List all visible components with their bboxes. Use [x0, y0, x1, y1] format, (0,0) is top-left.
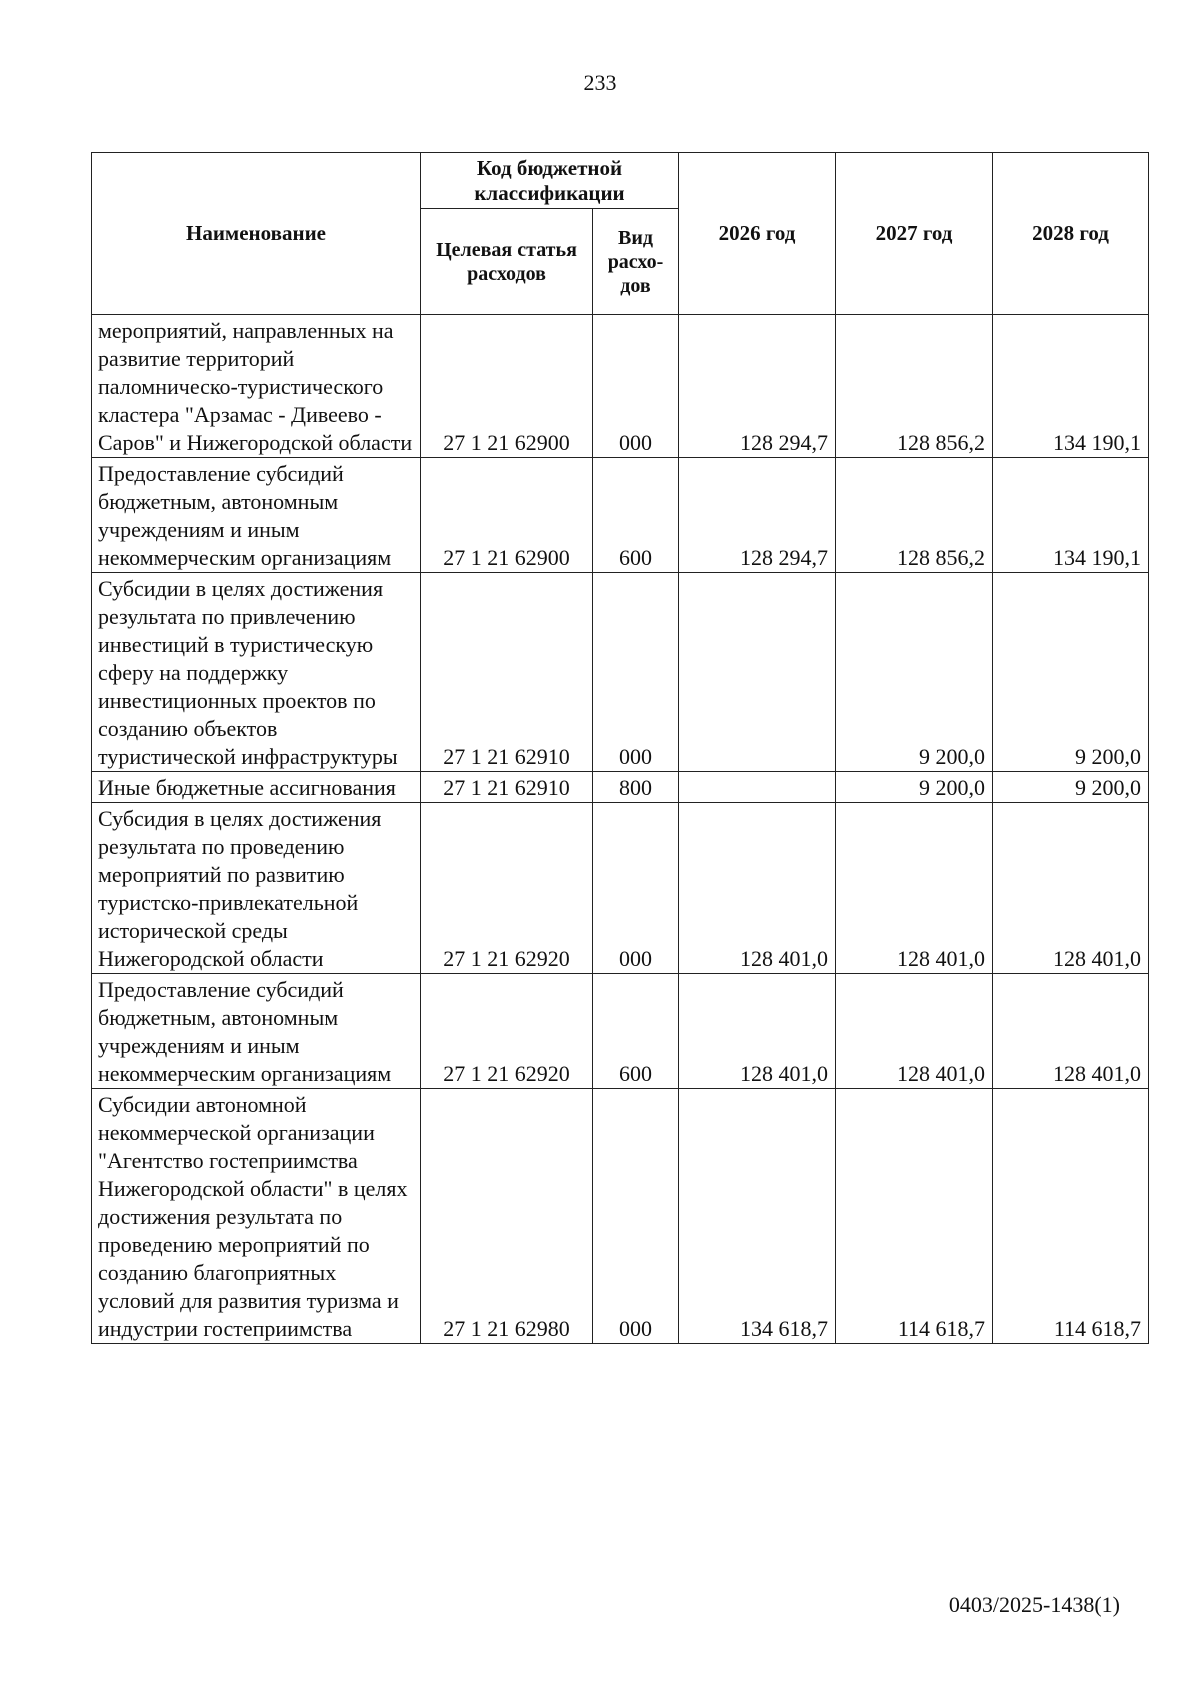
cell-year-2026 — [679, 772, 836, 803]
table-row — [92, 803, 1149, 974]
header-year-2026: 2026 год — [679, 153, 836, 315]
header-name: Наименование — [92, 153, 421, 315]
cell-year-2026: 128 401,0 — [679, 974, 836, 1089]
cell-name: Иные бюджетные ассигнования — [92, 772, 421, 803]
cell-target-article: 27 1 21 62910 — [421, 573, 593, 772]
cell-name: Предоставление субсидий бюджетным, автономным учреждениям и иным некоммерческим организациям — [92, 974, 421, 1089]
cell-year-2028: 9 200,0 — [993, 573, 1149, 772]
cell-year-2027: 128 856,2 — [836, 315, 993, 458]
cell-year-2028: 128 401,0 — [993, 803, 1149, 974]
cell-target-article: 27 1 21 62920 — [421, 974, 593, 1089]
cell-target-article: 27 1 21 62920 — [421, 803, 593, 974]
cell-expense-kind: 800 — [593, 772, 679, 803]
cell-year-2027: 128 856,2 — [836, 458, 993, 573]
cell-year-2026: 128 401,0 — [679, 803, 836, 974]
cell-year-2026: 128 294,7 — [679, 315, 836, 458]
cell-name: Субсидии автономной некоммерческой организации "Агентство гостеприимства Нижегородской области" в целях достижения результата по проведению мероприятий по созданию благоприятных условий для развития туризма и индустрии гостеприимства — [92, 1089, 421, 1344]
cell-year-2027: 114 618,7 — [836, 1089, 993, 1344]
cell-expense-kind: 000 — [593, 315, 679, 458]
document-id: 0403/2025-1438(1) — [948, 1592, 1120, 1617]
cell-year-2027: 9 200,0 — [836, 573, 993, 772]
header-target-article: Целевая статья расходов — [421, 209, 593, 315]
table-row — [92, 974, 1149, 1089]
page-number: 233 — [583, 70, 617, 95]
cell-year-2028: 9 200,0 — [993, 772, 1149, 803]
cell-target-article: 27 1 21 62900 — [421, 315, 593, 458]
cell-name: Предоставление субсидий бюджетным, автономным учреждениям и иным некоммерческим организациям — [92, 458, 421, 573]
cell-year-2027: 128 401,0 — [836, 803, 993, 974]
cell-year-2027: 128 401,0 — [836, 974, 993, 1089]
cell-name: Субсидия в целях достижения результата по проведению мероприятий по развитию туристско-привлекательной исторической среды Нижегородской области — [92, 803, 421, 974]
cell-target-article: 27 1 21 62900 — [421, 458, 593, 573]
table-row — [92, 1089, 1149, 1344]
cell-expense-kind: 000 — [593, 803, 679, 974]
header-classification: Код бюджетной классификации — [421, 153, 679, 209]
table-row — [92, 573, 1149, 772]
cell-expense-kind: 000 — [593, 1089, 679, 1344]
table-row — [92, 315, 1149, 458]
cell-name: мероприятий, направленных на развитие территорий паломническо-туристического кластера "Арзамас - Дивеево - Саров" и Нижегородской области — [92, 315, 421, 458]
budget-table — [91, 152, 1149, 1344]
table-row — [92, 772, 1149, 803]
cell-target-article: 27 1 21 62910 — [421, 772, 593, 803]
cell-year-2028: 128 401,0 — [993, 974, 1149, 1089]
cell-year-2026 — [679, 573, 836, 772]
cell-year-2026: 128 294,7 — [679, 458, 836, 573]
cell-name: Субсидии в целях достижения результата по привлечению инвестиций в туристическую сферу на поддержку инвестиционных проектов по созданию объектов туристической инфраструктуры — [92, 573, 421, 772]
cell-year-2028: 114 618,7 — [993, 1089, 1149, 1344]
header-year-2028: 2028 год — [993, 153, 1149, 315]
header-expense-kind: Вид расхо-дов — [593, 209, 679, 315]
cell-year-2028: 134 190,1 — [993, 315, 1149, 458]
cell-expense-kind: 600 — [593, 458, 679, 573]
cell-year-2026: 134 618,7 — [679, 1089, 836, 1344]
cell-target-article: 27 1 21 62980 — [421, 1089, 593, 1344]
table-body — [92, 315, 1149, 1344]
table-row — [92, 458, 1149, 573]
header-year-2027: 2027 год — [836, 153, 993, 315]
cell-expense-kind: 600 — [593, 974, 679, 1089]
cell-year-2028: 134 190,1 — [993, 458, 1149, 573]
cell-expense-kind: 000 — [593, 573, 679, 772]
cell-year-2027: 9 200,0 — [836, 772, 993, 803]
